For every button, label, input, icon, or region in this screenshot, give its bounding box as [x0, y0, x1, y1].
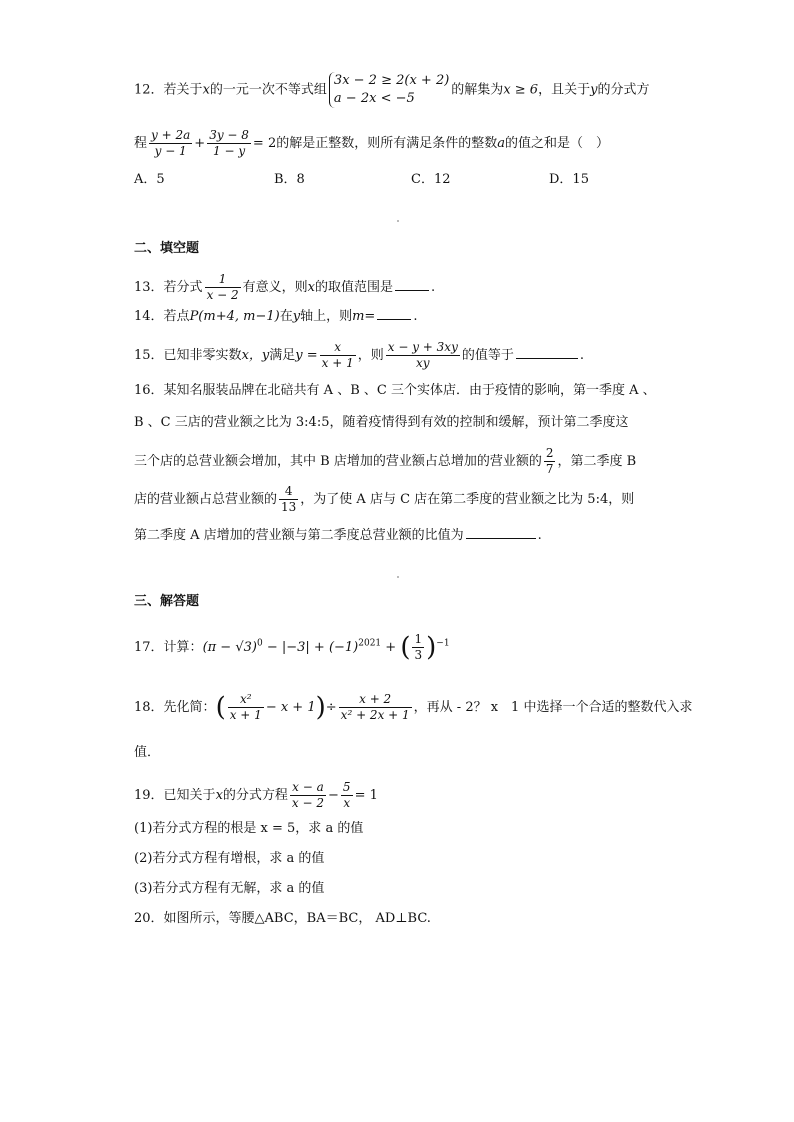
- text: 三个店的总营业额会增加，其中 B 店增加的营业额占总增加的营业额的: [134, 454, 542, 469]
- numerator: 1: [205, 272, 241, 288]
- point: P(m+4, m−1): [189, 309, 280, 324]
- question-number: 18．: [134, 700, 164, 715]
- denominator: x: [343, 796, 351, 810]
- question-number: 12．: [134, 82, 164, 98]
- operator: +: [194, 136, 206, 151]
- system-line-2: a − 2x < −5: [333, 91, 415, 106]
- fraction: [279, 484, 298, 515]
- text: 若点: [163, 309, 190, 324]
- numerator: 2: [545, 446, 554, 460]
- q16-line3: [134, 446, 636, 477]
- q15: [134, 340, 584, 371]
- fraction: [228, 692, 264, 723]
- var: m: [352, 309, 365, 324]
- text: .: [431, 280, 436, 295]
- var: x: [215, 788, 223, 803]
- fraction: [205, 272, 241, 303]
- q17: [134, 632, 450, 663]
- text: 计算：: [163, 640, 203, 655]
- inequality-system: [329, 72, 449, 108]
- operator: ÷: [325, 700, 337, 715]
- denominator: 7: [545, 462, 554, 476]
- text: 先化简：: [163, 700, 216, 715]
- text: 满足: [269, 348, 296, 363]
- system-line-1: 3x − 2 ≥ 2(x + 2): [333, 73, 450, 88]
- paren-open: (: [215, 692, 226, 723]
- text: 程: [134, 136, 148, 151]
- numerator: 5: [342, 780, 351, 794]
- answer-blank[interactable]: [377, 307, 411, 320]
- expression: (π − √3): [202, 640, 257, 655]
- q12-options: [134, 171, 694, 189]
- equation-rhs: = 1: [354, 788, 378, 803]
- q12-line2: [134, 128, 609, 159]
- denominator: 1 − y: [213, 144, 246, 158]
- text: 的分式方程: [222, 788, 288, 803]
- exponent: −1: [436, 638, 450, 649]
- text: 的值等于: [461, 348, 514, 363]
- q19-sub3: (3)若分式方程有无解，求 a 的值: [134, 881, 325, 896]
- paren-close: ): [426, 632, 437, 663]
- text: .: [537, 528, 542, 543]
- q16-line5: [134, 526, 542, 545]
- text: ，则: [357, 348, 384, 363]
- text: =: [364, 309, 376, 324]
- exponent: 0: [256, 638, 263, 649]
- paren-open: (: [400, 632, 411, 663]
- var: a: [497, 136, 505, 151]
- fraction: [386, 340, 460, 371]
- fraction: [320, 340, 356, 371]
- option-c[interactable]: C．12: [411, 172, 451, 187]
- answer-blank[interactable]: [395, 278, 429, 291]
- numerator: 4: [279, 484, 298, 500]
- answer-blank[interactable]: [466, 526, 536, 539]
- q19: [134, 780, 378, 811]
- condition: x ≥ 6: [503, 82, 539, 98]
- denominator: x + 1: [229, 708, 262, 722]
- text: .: [413, 309, 418, 324]
- q19-sub1: (1)若分式方程的根是 x = 5，求 a 的值: [134, 821, 364, 836]
- q13: [134, 272, 435, 303]
- expression: − |−3| + (−1): [262, 640, 359, 655]
- var: x: [202, 82, 210, 98]
- option-b[interactable]: B．8: [274, 172, 305, 187]
- text: 的解集为: [451, 82, 504, 98]
- var: y: [590, 82, 598, 98]
- denominator: 13: [281, 500, 297, 514]
- numerator: x + 2: [339, 692, 412, 708]
- fraction: [412, 632, 424, 663]
- text: 轴上，则: [300, 309, 353, 324]
- denominator: x − 2: [206, 288, 239, 302]
- q12-line1: [134, 72, 649, 108]
- fraction: [207, 128, 251, 159]
- fraction: [544, 446, 556, 477]
- question-number: 19．: [134, 788, 164, 803]
- divider-dot: [397, 576, 399, 578]
- q16-line1: 16．某知名服装品牌在北碚共有 A 、B 、C 三个实体店．由于疫情的影响，第一季度 A 、: [134, 383, 656, 398]
- text: 已知关于: [163, 788, 216, 803]
- text: 若关于: [163, 82, 203, 98]
- numerator: 3y − 8: [209, 128, 249, 142]
- numerator: x − y + 3xy: [387, 340, 458, 354]
- question-number: 17．: [134, 640, 164, 655]
- text: 的一元一次不等式组: [209, 82, 327, 98]
- text: 第二季度 A 店增加的营业额与第二季度总营业额的比值为: [134, 528, 464, 543]
- option-a[interactable]: A．5: [134, 172, 165, 187]
- fraction: [339, 692, 412, 723]
- var: y: [292, 309, 301, 324]
- text: ，为了使 A 店与 C 店在第二季度的营业额之比为 5:4，则: [300, 492, 635, 507]
- expression: − x + 1: [265, 700, 316, 715]
- denominator: x + 1: [321, 356, 354, 370]
- denominator: y − 1: [154, 144, 187, 158]
- question-number: 15．: [134, 348, 164, 363]
- answer-blank[interactable]: [516, 346, 578, 359]
- numerator: 1: [414, 632, 423, 646]
- text: 若分式: [163, 280, 203, 295]
- text: ，且关于: [538, 82, 591, 98]
- numerator: y + 2a: [151, 128, 191, 142]
- q14: [134, 307, 417, 326]
- q18-line2: 值．: [134, 745, 161, 760]
- q18-line1: [134, 692, 692, 723]
- denominator: xy: [416, 356, 430, 370]
- text: 的取值范围是: [315, 280, 394, 295]
- text: 的解是正整数，则所有满足条件的整数: [276, 136, 498, 151]
- numerator: x: [320, 340, 356, 356]
- section-heading: 三、解答题: [134, 594, 200, 609]
- fraction: [290, 780, 326, 811]
- text: ，第二季度 B: [557, 454, 637, 469]
- text: 有意义，则: [242, 280, 308, 295]
- operator: −: [328, 788, 339, 803]
- q19-sub2: (2)若分式方程有增根，求 a 的值: [134, 851, 325, 866]
- text: 已知非零实数: [163, 348, 242, 363]
- equation-lhs: y =: [295, 348, 318, 363]
- text: 在: [279, 309, 293, 324]
- exponent: 2021: [358, 638, 382, 649]
- fraction: [149, 128, 192, 159]
- numerator: x²: [228, 692, 264, 708]
- denominator: x − 2: [291, 796, 325, 810]
- text: ，再从 - 2？ x 1 中选择一个合适的整数代入求: [413, 700, 693, 715]
- paren-close: ): [315, 692, 326, 723]
- section-heading: 二、填空题: [134, 241, 200, 256]
- denominator: x² + 2x + 1: [340, 708, 410, 722]
- equation-rhs: = 2: [252, 136, 277, 151]
- question-number: 13．: [134, 280, 164, 295]
- text: 的值之和是（ ）: [505, 136, 610, 151]
- q16-line4: [134, 484, 634, 515]
- operator: +: [381, 640, 401, 655]
- q16-line2: B 、C 三店的营业额之比为 3:4:5，随着疫情得到有效的控制和缓解，预计第二季度这: [134, 415, 629, 430]
- text: .: [579, 348, 585, 363]
- numerator: x − a: [290, 780, 326, 796]
- option-d[interactable]: D．15: [549, 172, 589, 187]
- var: x，y: [241, 348, 270, 363]
- text: 的分式方: [597, 82, 650, 98]
- question-number: 14．: [134, 309, 164, 324]
- text: 店的营业额占总营业额的: [134, 492, 278, 507]
- fraction: [341, 780, 353, 811]
- q20: 20．如图所示，等腰△ABC，BA＝BC， AD⊥BC.: [134, 911, 431, 926]
- denominator: 3: [414, 648, 423, 662]
- var: x: [307, 280, 316, 295]
- divider-dot: [397, 220, 399, 222]
